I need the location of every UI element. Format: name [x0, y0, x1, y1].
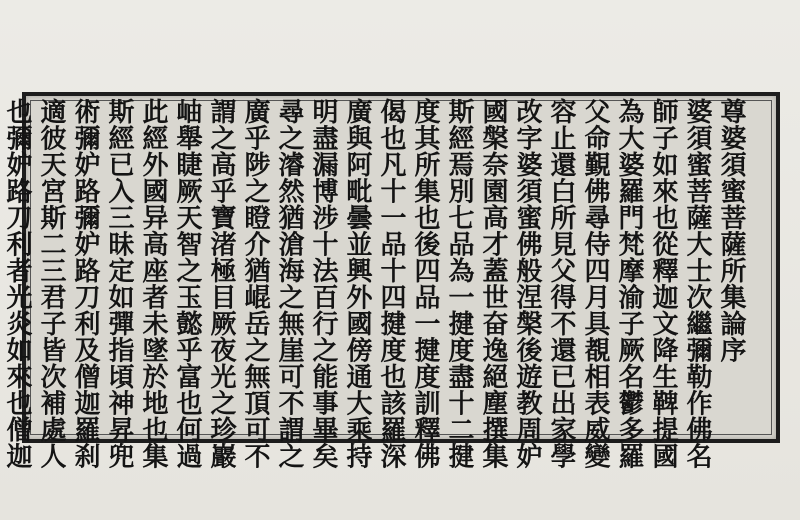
- text-column-12: 明盡漏博涉十法百行之能事畢矣: [308, 98, 338, 469]
- text-column-19: 術彌妒路彌妒路刀利及僧迦羅刹: [70, 98, 100, 469]
- text-column-17: 此經外國异高座者未墜於地也集: [138, 98, 168, 469]
- text-column-10: 偈也凡十一品十四揵度也該羅深: [376, 98, 406, 469]
- text-column-5: 容止還白所見父得不還已出家學: [546, 98, 576, 469]
- text-column-9: 度其所集也後四品一揵度訓釋佛: [410, 98, 440, 469]
- text-column-20: 適彼天宮斯二三君子皆次補處人: [36, 98, 66, 469]
- text-column-7: 國槃奈園高才蓋世奋逸絕塵撰集: [478, 98, 508, 469]
- text-column-8: 斯經焉別七品為一揵度盡十二揵: [444, 98, 474, 469]
- text-column-2: 師子如來也從釋迦文降生鞞提國: [648, 98, 678, 469]
- text-column-16: 岫舉睫厥天智之玉懿乎富也何過: [172, 98, 202, 469]
- text-column-15: 謂之高乎寶渚極目厥夜光之珍巖: [206, 98, 236, 469]
- text-column-6: 改字婆須蜜佛般涅槃後遊教周妒: [512, 98, 542, 469]
- text-column-4: 父命覲佛尋侍四月具覩相表威變: [580, 98, 610, 469]
- text-column-3: 為大婆羅門梵摩渝子厥名鬱多羅: [614, 98, 644, 469]
- text-columns: [2, 98, 748, 469]
- text-column-1: 婆須蜜菩薩大士次繼彌勒作佛名: [682, 98, 712, 469]
- text-column-14: 廣乎陟之瞪介猶崐岳之無頂可不: [240, 98, 270, 469]
- text-column-11: 廣與阿毗曇並興外國傍通大乘持: [342, 98, 372, 469]
- preface-title: 尊婆須蜜菩薩所集論序: [716, 98, 746, 363]
- text-column-18: 斯經已入三昧定如彈指頃神昇兜: [104, 98, 134, 469]
- text-column-13: 尋之濬然猶滄海之無崖可不謂之: [274, 98, 304, 469]
- text-column-21: 也彌妒路刀利者光炎如來也僧迦: [2, 98, 32, 469]
